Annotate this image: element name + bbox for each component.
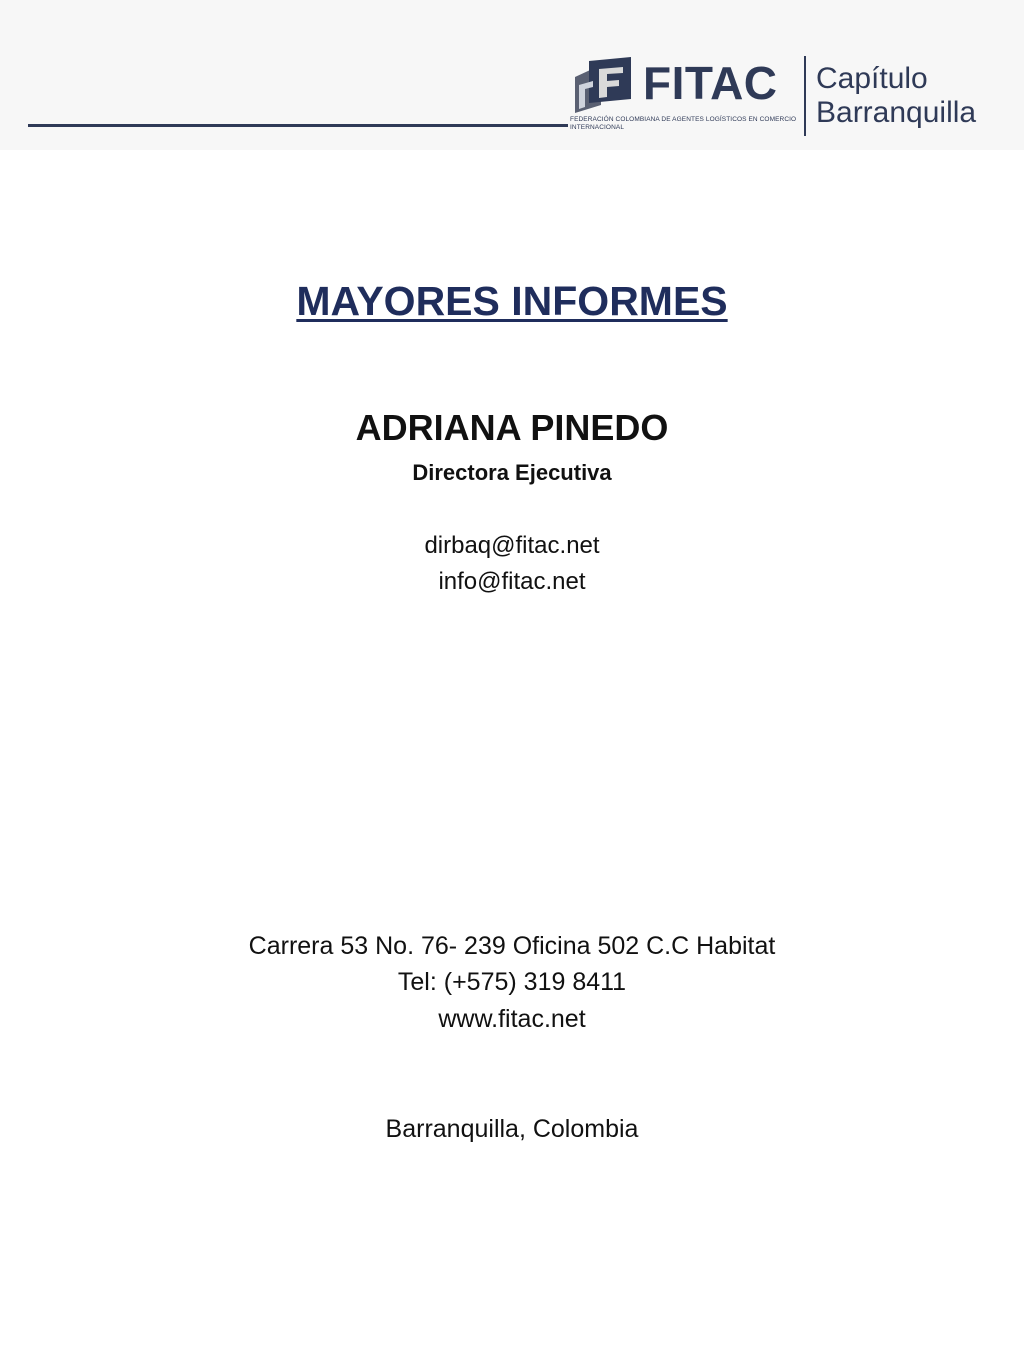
address-street: Carrera 53 No. 76- 239 Oficina 502 C.C Habitat — [248, 932, 776, 960]
page-title: MAYORES INFORMES — [296, 278, 728, 324]
logo-tagline: FEDERACIÓN COLOMBIANA DE AGENTES LOGÍSTICOS EN COMERCIO INTERNACIONAL — [570, 116, 797, 131]
logo-divider — [804, 56, 806, 136]
contact-role: Directora Ejecutiva — [412, 460, 612, 485]
logo-chapter — [816, 62, 976, 130]
fitac-logo-icon — [569, 57, 633, 115]
contact-email-primary[interactable]: dirbaq@fitac.net — [424, 532, 600, 559]
header-rule — [28, 124, 568, 127]
address-phone: Tel: (+575) 319 8411 — [397, 968, 627, 996]
contact-name: ADRIANA PINEDO — [355, 407, 669, 448]
logo-chapter-line2: Barranquilla — [816, 96, 977, 129]
website-link[interactable]: www.fitac.net — [438, 1005, 586, 1033]
contact-email-info[interactable]: info@fitac.net — [438, 568, 586, 595]
logo-name: FITAC — [643, 57, 778, 109]
address-city: Barranquilla, Colombia — [385, 1115, 639, 1143]
logo-chapter-line1: Capítulo — [816, 62, 928, 95]
